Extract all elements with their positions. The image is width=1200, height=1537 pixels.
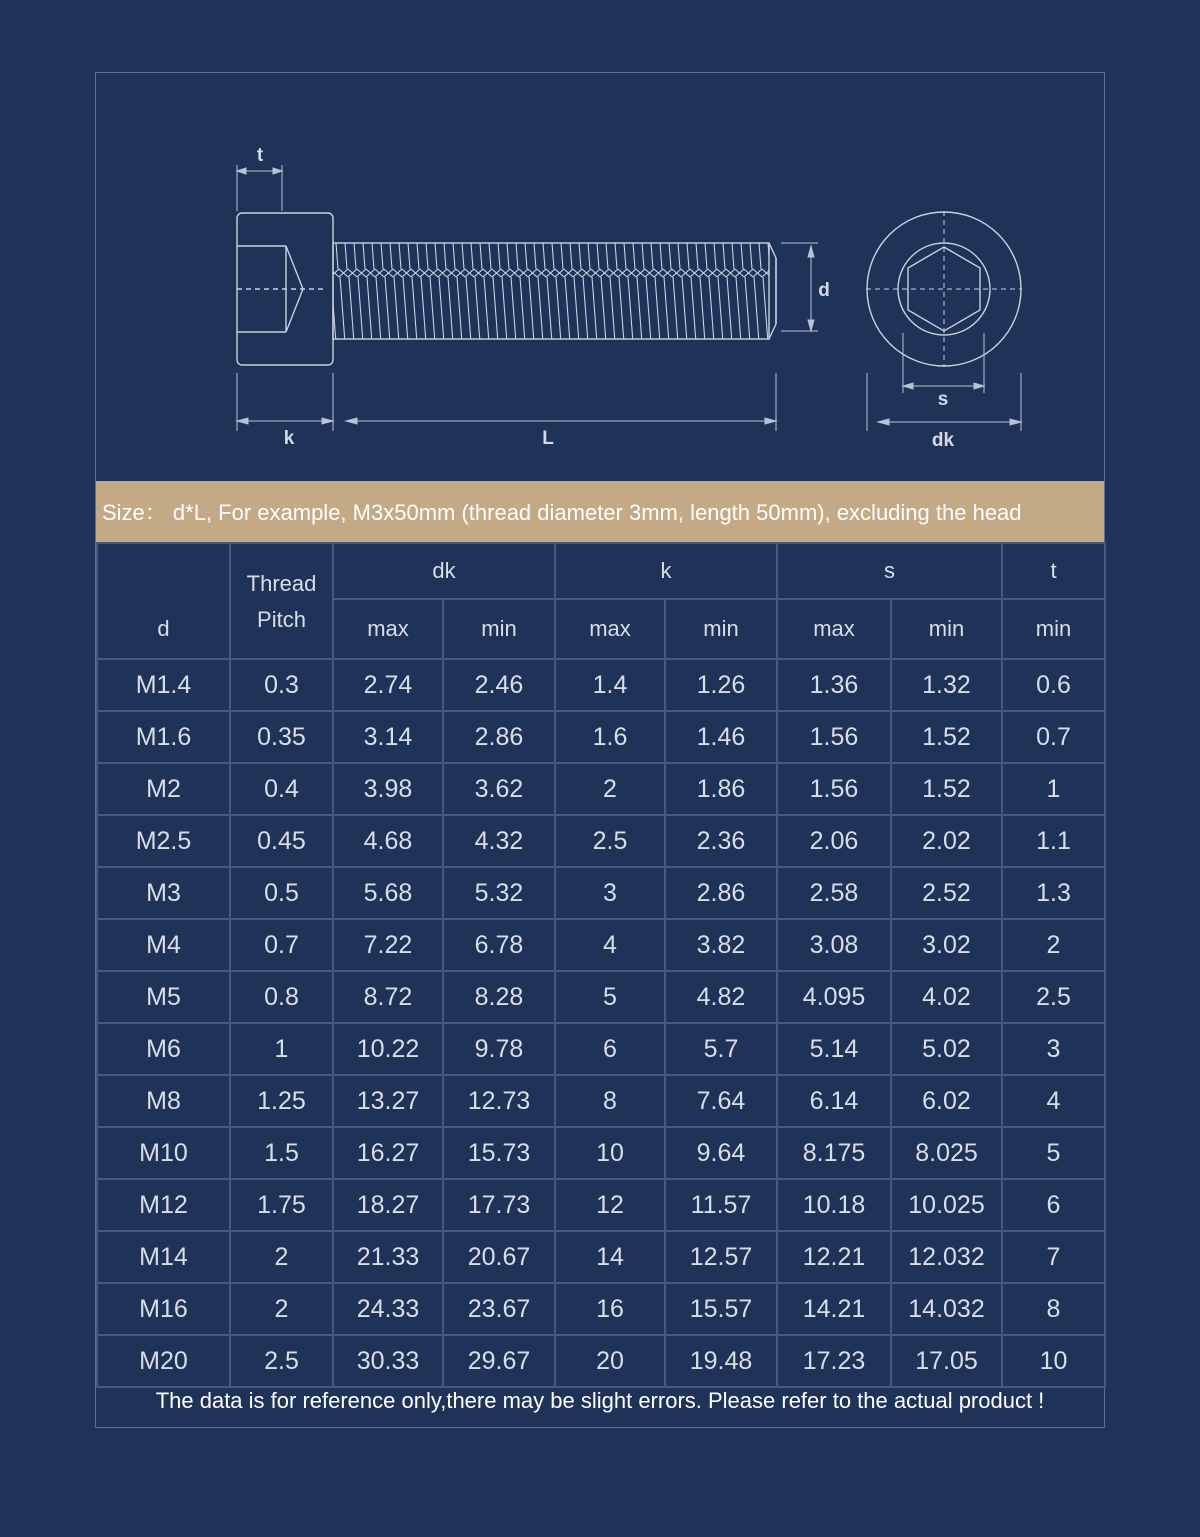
table-cell: 5.7 (665, 1023, 777, 1075)
table-cell: 10.22 (333, 1023, 443, 1075)
label-d: d (818, 280, 830, 301)
table-cell: 16.27 (333, 1127, 443, 1179)
table-cell: 4 (555, 919, 665, 971)
screw-drawing (96, 73, 1106, 481)
table-cell: 5.68 (333, 867, 443, 919)
table-cell: 4.02 (891, 971, 1002, 1023)
label-k: k (283, 428, 295, 449)
header-s-min: min (891, 599, 1002, 659)
table-cell: 2.74 (333, 659, 443, 711)
table-cell: 3.62 (443, 763, 555, 815)
table-cell: 3.02 (891, 919, 1002, 971)
table-cell: 3 (555, 867, 665, 919)
table-cell: 0.45 (230, 815, 333, 867)
table-cell: 11.57 (665, 1179, 777, 1231)
header-dk-min: min (443, 599, 555, 659)
table-cell: 1.75 (230, 1179, 333, 1231)
table-cell: 4.095 (777, 971, 891, 1023)
table-cell: 0.35 (230, 711, 333, 763)
spec-table (96, 542, 1106, 1388)
table-cell: 8.72 (333, 971, 443, 1023)
table-cell: 17.23 (777, 1335, 891, 1387)
header-t-min: min (1002, 599, 1105, 659)
table-cell: 8 (1002, 1283, 1105, 1335)
table-cell: 2.86 (665, 867, 777, 919)
table-cell: 24.33 (333, 1283, 443, 1335)
table-cell: 8.28 (443, 971, 555, 1023)
table-row (97, 867, 1105, 919)
table-cell: 6 (555, 1023, 665, 1075)
table-cell: 3.08 (777, 919, 891, 971)
header-s: s (777, 543, 1002, 599)
table-cell: 15.73 (443, 1127, 555, 1179)
table-cell: 21.33 (333, 1231, 443, 1283)
table-cell: 4.82 (665, 971, 777, 1023)
table-cell: M8 (97, 1075, 230, 1127)
table-row (97, 1231, 1105, 1283)
table-row (97, 919, 1105, 971)
table-cell: 0.7 (230, 919, 333, 971)
table-cell: 1 (1002, 763, 1105, 815)
table-cell: 2.5 (230, 1335, 333, 1387)
table-cell: 1.56 (777, 763, 891, 815)
table-cell: 1.52 (891, 711, 1002, 763)
label-s: s (937, 389, 949, 410)
table-cell: 18.27 (333, 1179, 443, 1231)
table-cell: 10 (555, 1127, 665, 1179)
table-row (97, 1283, 1105, 1335)
table-cell: M14 (97, 1231, 230, 1283)
table-cell: M5 (97, 971, 230, 1023)
table-cell: 2 (1002, 919, 1105, 971)
table-row (97, 815, 1105, 867)
header-d-top (97, 543, 230, 599)
table-cell: 1.46 (665, 711, 777, 763)
table-cell: 10 (1002, 1335, 1105, 1387)
table-cell: M6 (97, 1023, 230, 1075)
table-cell: 5.32 (443, 867, 555, 919)
header-dk: dk (333, 543, 555, 599)
table-cell: 0.4 (230, 763, 333, 815)
table-cell: 0.6 (1002, 659, 1105, 711)
table-cell: 5.14 (777, 1023, 891, 1075)
table-row (97, 1179, 1105, 1231)
table-cell: 7 (1002, 1231, 1105, 1283)
table-cell: 2 (230, 1231, 333, 1283)
table-cell: 1.4 (555, 659, 665, 711)
table-cell: 16 (555, 1283, 665, 1335)
table-cell: M2 (97, 763, 230, 815)
table-cell: 2.58 (777, 867, 891, 919)
table-cell: 1.32 (891, 659, 1002, 711)
header-pitch: Pitch (230, 599, 333, 659)
table-cell: 1.3 (1002, 867, 1105, 919)
table-row (97, 763, 1105, 815)
table-cell: 0.5 (230, 867, 333, 919)
table-cell: 1 (230, 1023, 333, 1075)
table-cell: 2.86 (443, 711, 555, 763)
table-cell: 6.78 (443, 919, 555, 971)
table-cell: 6.02 (891, 1075, 1002, 1127)
table-cell: 12.73 (443, 1075, 555, 1127)
table-cell: 12.21 (777, 1231, 891, 1283)
table-cell: 10.025 (891, 1179, 1002, 1231)
header-dk-max: max (333, 599, 443, 659)
table-cell: 2.02 (891, 815, 1002, 867)
header-d: d (97, 599, 230, 659)
label-dk: dk (931, 430, 955, 451)
disclaimer: The data is for reference only,there may be slight errors. Please refer to the actual product ! (155, 1388, 1045, 1413)
table-cell: 19.48 (665, 1335, 777, 1387)
table-cell: M20 (97, 1335, 230, 1387)
header-k-min: min (665, 599, 777, 659)
table-cell: 8.175 (777, 1127, 891, 1179)
table-cell: 2.5 (1002, 971, 1105, 1023)
table-cell: 0.3 (230, 659, 333, 711)
table-cell: 3.98 (333, 763, 443, 815)
table-cell: 7.64 (665, 1075, 777, 1127)
table-cell: 17.73 (443, 1179, 555, 1231)
size-banner: Size： d*L, For example, M3x50mm (thread diameter 3mm, length 50mm), excluding the head (96, 481, 1104, 542)
table-cell: 1.6 (555, 711, 665, 763)
table-cell: 1.25 (230, 1075, 333, 1127)
table-cell: 1.52 (891, 763, 1002, 815)
table-cell: 5 (555, 971, 665, 1023)
table-cell: M1.6 (97, 711, 230, 763)
table-cell: 5.02 (891, 1023, 1002, 1075)
table-cell: 3.82 (665, 919, 777, 971)
screw-end-view (866, 211, 1022, 367)
table-cell: 9.78 (443, 1023, 555, 1075)
table-cell: 2.06 (777, 815, 891, 867)
table-cell: M1.4 (97, 659, 230, 711)
table-cell: 14 (555, 1231, 665, 1283)
table-cell: 30.33 (333, 1335, 443, 1387)
screw-side-view (237, 213, 776, 365)
table-cell: 0.8 (230, 971, 333, 1023)
spec-panel (95, 72, 1105, 1428)
screw-diagram (96, 73, 1106, 481)
table-cell: M4 (97, 919, 230, 971)
table-cell: 1.86 (665, 763, 777, 815)
table-row (97, 1127, 1105, 1179)
spec-table-wrap (96, 542, 1104, 1388)
table-cell: 2.52 (891, 867, 1002, 919)
header-thread: Thread (230, 543, 333, 599)
table-cell: 4.68 (333, 815, 443, 867)
table-cell: 12.57 (665, 1231, 777, 1283)
table-cell: 2 (555, 763, 665, 815)
table-cell: 2.46 (443, 659, 555, 711)
table-cell: 13.27 (333, 1075, 443, 1127)
table-cell: 9.64 (665, 1127, 777, 1179)
table-cell: 17.05 (891, 1335, 1002, 1387)
table-cell: M10 (97, 1127, 230, 1179)
table-cell: 12.032 (891, 1231, 1002, 1283)
table-cell: M16 (97, 1283, 230, 1335)
table-cell: 3 (1002, 1023, 1105, 1075)
table-cell: 14.21 (777, 1283, 891, 1335)
table-cell: 8 (555, 1075, 665, 1127)
table-row (97, 971, 1105, 1023)
table-cell: 1.36 (777, 659, 891, 711)
table-cell: 4.32 (443, 815, 555, 867)
spec-rows (97, 659, 1105, 1387)
table-cell: 0.7 (1002, 711, 1105, 763)
header-t: t (1002, 543, 1105, 599)
header-s-max: max (777, 599, 891, 659)
table-row (97, 659, 1105, 711)
table-cell: 20 (555, 1335, 665, 1387)
header-k: k (555, 543, 777, 599)
table-cell: 5 (1002, 1127, 1105, 1179)
label-t: t (256, 145, 264, 166)
table-cell: M12 (97, 1179, 230, 1231)
table-row (97, 1023, 1105, 1075)
table-cell: 7.22 (333, 919, 443, 971)
table-cell: 3.14 (333, 711, 443, 763)
table-cell: 15.57 (665, 1283, 777, 1335)
table-cell: 20.67 (443, 1231, 555, 1283)
header-k-max: max (555, 599, 665, 659)
table-cell: 1.26 (665, 659, 777, 711)
table-cell: 2.5 (555, 815, 665, 867)
table-cell: M2.5 (97, 815, 230, 867)
table-cell: 4 (1002, 1075, 1105, 1127)
table-cell: 14.032 (891, 1283, 1002, 1335)
table-cell: 2.36 (665, 815, 777, 867)
table-cell: 6.14 (777, 1075, 891, 1127)
table-cell: 1.56 (777, 711, 891, 763)
table-cell: 2 (230, 1283, 333, 1335)
label-L: L (542, 428, 554, 449)
table-cell: 8.025 (891, 1127, 1002, 1179)
table-cell: 1.5 (230, 1127, 333, 1179)
table-cell: M3 (97, 867, 230, 919)
table-cell: 29.67 (443, 1335, 555, 1387)
table-cell: 6 (1002, 1179, 1105, 1231)
table-cell: 10.18 (777, 1179, 891, 1231)
table-cell: 23.67 (443, 1283, 555, 1335)
table-cell: 1.1 (1002, 815, 1105, 867)
table-row (97, 711, 1105, 763)
table-cell: 12 (555, 1179, 665, 1231)
table-row (97, 1075, 1105, 1127)
